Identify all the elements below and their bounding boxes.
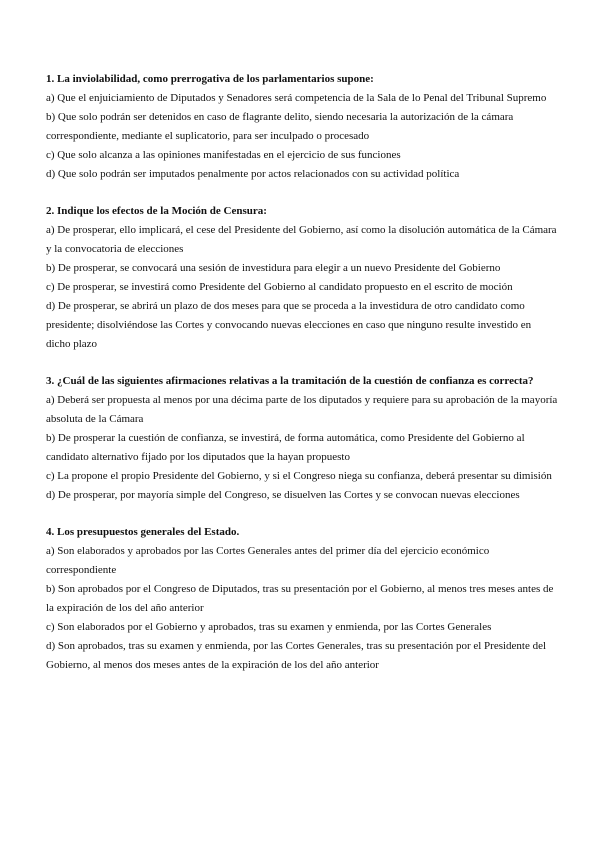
option-a: a) Que el enjuiciamiento de Diputados y Senadores será competencia de la Sala de lo Penal del Tribunal Supremo	[46, 92, 547, 104]
question-2	[46, 202, 558, 354]
question-title: 2. Indique los efectos de la Moción de Censura:	[46, 205, 267, 217]
option-d: d) De prosperar, por mayoría simple del Congreso, se disuelven las Cortes y se convocan nuevas elecciones	[46, 489, 520, 501]
option-c: c) De prosperar, se investirá como Presidente del Gobierno al candidato propuesto en el escrito de moción	[46, 281, 513, 293]
option-b: b) De prosperar la cuestión de confianza, se investirá, de forma automática, como Presidente del Gobierno al candidato alternativo fijado por los diputados que la hayan propuesto	[46, 432, 525, 463]
option-b: b) De prosperar, se convocará una sesión de investidura para elegir a un nuevo Presidente del Gobierno	[46, 262, 501, 274]
question-1	[46, 70, 558, 184]
option-d: d) De prosperar, se abrirá un plazo de dos meses para que se proceda a la investidura de otro candidato como presidente; disolviéndose las Cortes y convocando nuevas elecciones en caso que ninguno resulte investido en dicho plazo	[46, 300, 532, 350]
option-a: a) De prosperar, ello implicará, el cese del Presidente del Gobierno, así como la disolución automática de la Cámara y la convocatoria de elecciones	[46, 224, 557, 255]
option-d: d) Son aprobados, tras su examen y enmienda, por las Cortes Generales, tras su presentación por el Presidente del Gobierno, al menos dos meses antes de la expiración de los del año anterior	[46, 640, 547, 671]
document-page	[46, 70, 558, 693]
option-c: c) Que solo alcanza a las opiniones manifestadas en el ejercicio de sus funciones	[46, 149, 401, 161]
option-c: c) Son elaborados por el Gobierno y aprobados, tras su examen y enmienda, por las Cortes Generales	[46, 621, 492, 633]
question-title: 4. Los presupuestos generales del Estado.	[46, 526, 240, 538]
option-a: a) Deberá ser propuesta al menos por una décima parte de los diputados y requiere para su aprobación de la mayoría absoluta de la Cámara	[46, 394, 558, 425]
question-4	[46, 523, 558, 675]
option-b: b) Son aprobados por el Congreso de Diputados, tras su presentación por el Gobierno, al menos tres meses antes de la expiración de los del año anterior	[46, 583, 554, 614]
option-b: b) Que solo podrán ser detenidos en caso de flagrante delito, siendo necesaria la autorización de la cámara correspondiente, mediante el suplicatorio, para ser inculpado o procesado	[46, 111, 514, 142]
question-3	[46, 372, 558, 505]
question-title: 3. ¿Cuál de las siguientes afirmaciones relativas a la tramitación de la cuestión de confianza es correcta?	[46, 375, 534, 387]
question-title: 1. La inviolabilidad, como prerrogativa de los parlamentarios supone:	[46, 73, 374, 85]
option-c: c) La propone el propio Presidente del Gobierno, y si el Congreso niega su confianza, deberá presentar su dimisión	[46, 470, 552, 482]
option-d: d) Que solo podrán ser imputados penalmente por actos relacionados con su actividad política	[46, 168, 460, 180]
option-a: a) Son elaborados y aprobados por las Cortes Generales antes del primer día del ejercicio económico correspondiente	[46, 545, 490, 576]
